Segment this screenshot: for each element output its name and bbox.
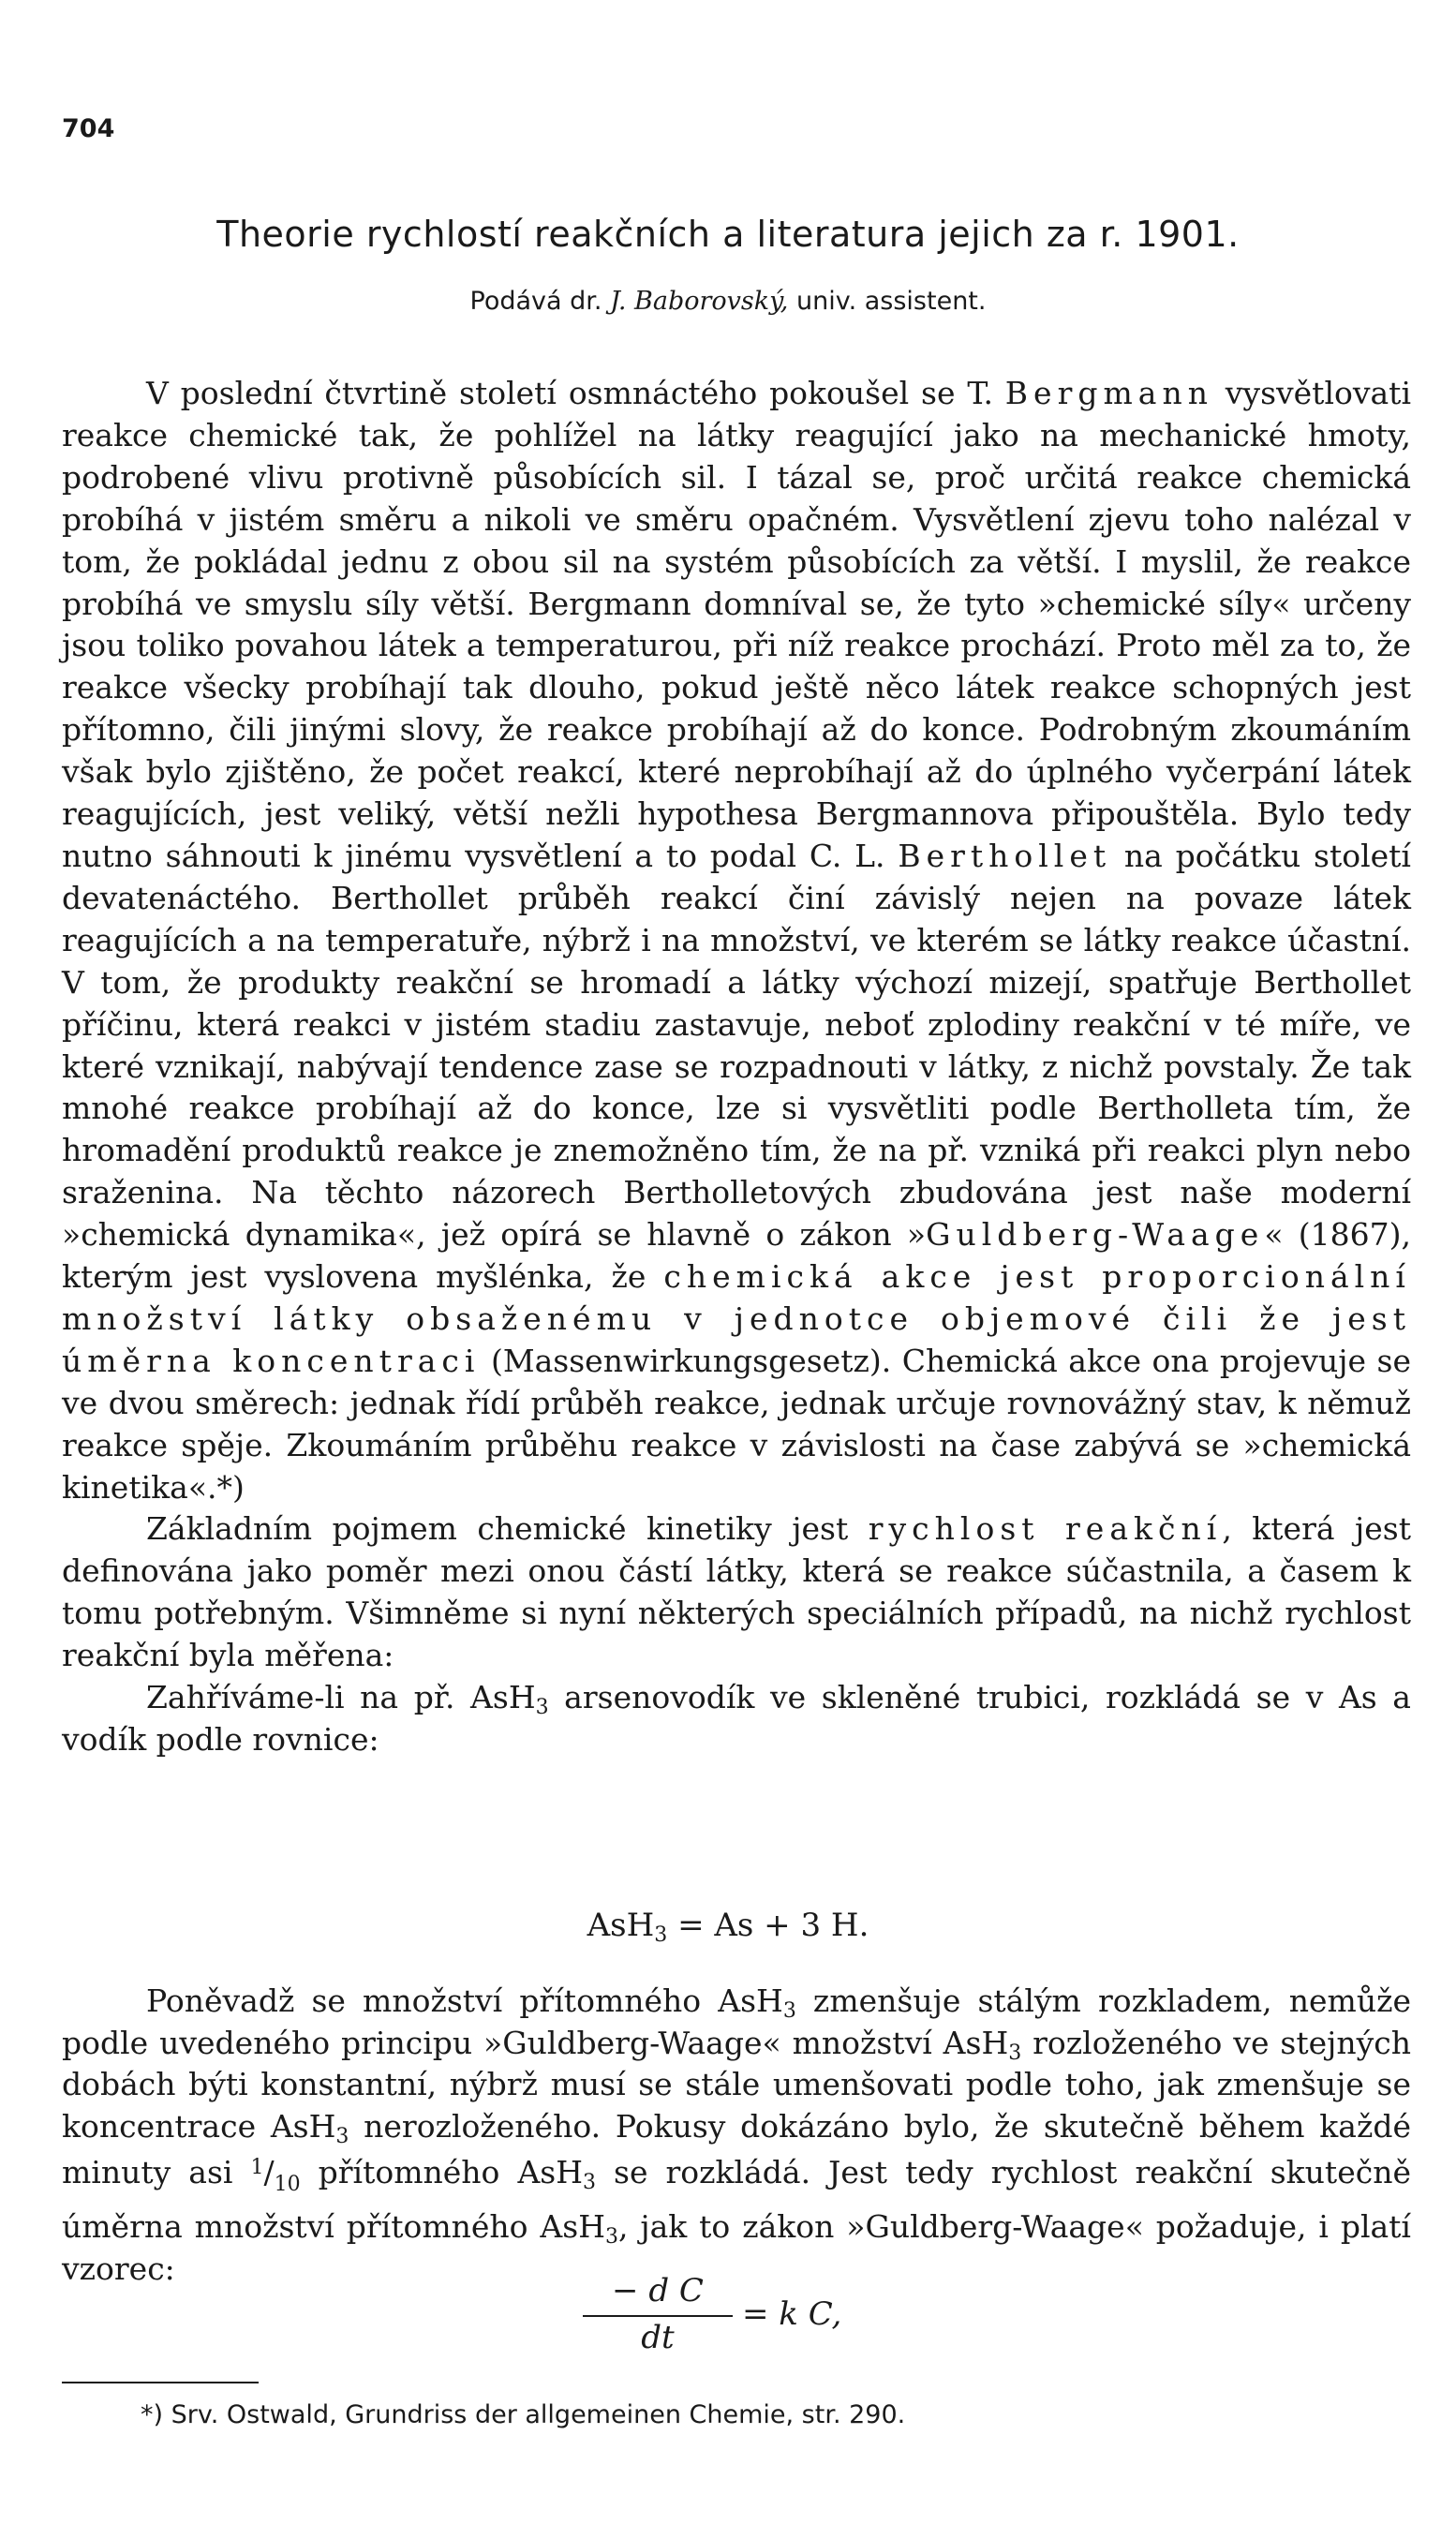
para4-sub-e: 3	[583, 2171, 596, 2195]
para1-text-2: vysvětlovati reakce chemické tak, že pohlížel na látky reagující jako na mechanické hmoty, podrobené vlivu protivně působících sil. I tázal se, proč určitá reakce chemická probíhá v jistém směru a nikoli ve směru opačném. Vysvětlení zjevu toho nalézal v tom, že pokládal jednu z obou sil na systém působících za větší. I myslil, že reakce probíhá ve smyslu síly větší. Bergmann domníval se, že tyto »chemické síly« určeny jsou toliko povahou látek a temperaturou, při níž reakce prochází. Proto měl za to, že reakce všecky probíhají tak dlouho, pokud ještě něco látek reakce schopných jest přítomno, čili jinými slovy, že reakce probíhají až do konce. Podrobným zkoumáním však bylo zjištěno, že počet reakcí, které neprobíhají až do úplného vyčerpání látek reagujících, jest veliký, větší nežli hypothesa Bergmannova připouštěla. Bylo tedy nutno sáhnouti k jinému vysvětlení a to podal C. L.	[62, 375, 1411, 874]
fraction-numerator: 1	[250, 2156, 264, 2180]
byline-suffix: univ. assistent.	[795, 287, 987, 316]
para4-text-a: Poněvadž se množství přítomného AsH	[146, 1982, 783, 2019]
equation-rate-law	[572, 2272, 965, 2356]
article-title: Theorie rychlostí reakčních a literatura jejich za r. 1901.	[216, 214, 1240, 255]
rate-law-denominator: dt	[641, 2319, 675, 2356]
paragraph-1	[62, 373, 1411, 1508]
equation-decomposition	[0, 1907, 1456, 1947]
byline	[0, 287, 1456, 316]
para4-sub-c: 3	[335, 2124, 349, 2148]
para1-name-bergmann: Bergmann	[1004, 375, 1213, 411]
para1-text-1: V poslední čtvrtině století osmnáctého pokoušel se T.	[146, 375, 1005, 411]
paragraph-2	[62, 1508, 1411, 1677]
para4-text-f: se rozkládá. Jest tedy rychlost reakční skutečně úměrna množství přítomného AsH	[62, 2154, 1411, 2245]
para4-sub-f: 3	[604, 2224, 618, 2249]
para2-text-1: Základním pojmem chemické kinetiky jest	[146, 1510, 869, 1548]
body-text-lower	[62, 1981, 1411, 2290]
equation1-rhs: = As + 3 H.	[667, 1907, 869, 1944]
para2-term-rate: rychlost reakční	[868, 1510, 1223, 1548]
footnote-rule	[62, 2382, 259, 2383]
para3-text-2: arsenovodík ve skleněné trubici, rozkládá se v As a vodík podle rovnice:	[62, 1679, 1411, 1758]
para2-text-2: , která jest definována jako poměr mezi onou částí látky, která se reakce súčastnila, a časem k tomu potřebným. Všimněme si nyní některých speciálních případů, na nichž rychlost reakční byla měřena:	[62, 1510, 1411, 1674]
byline-prefix: Podává dr.	[469, 287, 602, 316]
para1-text-3: na počátku století devatenáctého. Berthollet průběh reakcí činí závislý nejen na povaze látek reagujících a na temperatuře, nýbrž i na množství, ve kterém se látky reakce účastní. V tom, že produkty reakční se hromadí a látky výchozí mizejí, spatřuje Berthollet příčinu, která reakci v jistém stadiu zastavuje, neboť zplodiny reakční v té míře, ve které vznikají, nabývají tendence zase se rozpadnouti v látky, z nichž povstaly. Že tak mnohé reakce probíhají až do konce, lze si vysvětliti podle Bertholleta tím, že hromadění produktů reakce je znemožněno tím, že na př. vzniká při reakci plyn nebo sraženina. Na těchto názorech Bertholletových zbudována jest naše moderní »chemická dynamika«, jež opírá se hlavně o zákon »	[62, 837, 1411, 1254]
equation1-lhs: AsH	[587, 1907, 655, 1944]
fraction-bar	[583, 2315, 733, 2317]
para1-name-berthollet: Berthollet	[898, 837, 1112, 874]
paragraph-3	[62, 1677, 1411, 1761]
para4-text-b: zmenšuje stálým rozkladem, nemůže podle uvedeného principu »Guldberg-Waage« množství AsH	[62, 1982, 1411, 2061]
rate-law-numerator: − d C	[612, 2272, 704, 2309]
footnote: *) Srv. Ostwald, Grundriss der allgemeinen Chemie, str. 290.	[141, 2400, 906, 2429]
para1-name-guldberg-waage: Guldberg-Waage	[926, 1216, 1265, 1254]
fraction-denominator: 10	[274, 2173, 301, 2197]
para4-sub-b: 3	[1008, 2041, 1022, 2065]
body-text-upper	[62, 373, 1411, 1761]
para1-text-4: « (1867), kterým jest vyslovena myšlénka, že	[62, 1216, 1412, 1296]
para3-subscript: 3	[535, 1696, 549, 1720]
equation1-subscript: 3	[654, 1923, 668, 1947]
para1-text-5: (Massenwirkungsgesetz). Chemická akce ona projevuje se ve dvou směrech: jednak řídí průběh reakce, jednak určuje rovnovážný stav, k němuž reakce spěje. Zkoumáním průběhu reakce v závislosti na čase zabývá se »chemická kinetika«.*)	[62, 1342, 1411, 1506]
para4-text-d: nerozloženého. Pokusy dokázáno bylo, že skutečně během každé minuty asi	[62, 2107, 1412, 2191]
rate-law-rhs: = k C,	[742, 2295, 842, 2333]
para4-sub-a: 3	[782, 1999, 796, 2023]
para4-text-e: přítomného AsH	[300, 2154, 583, 2191]
para1-law-statement: chemická akce jest proporcionální množství látky obsaženému v jednotce objemové čili že jest úměrna koncentraci	[62, 1258, 1411, 1379]
page-number: 704	[62, 114, 115, 143]
byline-author: J. Baborovský,	[610, 287, 789, 316]
para4-text-c: rozloženého ve stejných dobách býti konstantní, nýbrž musí se stále umenšovati podle toho, jak zmenšuje se koncentrace AsH	[62, 2024, 1411, 2145]
para4-text-g: , jak to zákon »Guldberg-Waage« požaduje, i platí vzorec:	[62, 2207, 1411, 2287]
para3-text-1: Zahříváme-li na př. AsH	[146, 1679, 536, 1716]
paragraph-4: Poněvadž se množství přítomného AsH$_3$ zmenšuje stálým rozkladem, nemůže podle uvedeného principu »Guldberg-Waage« množství AsH$_3$ rozloženého ve stejných dobách býti konstantní, nýbrž musí se stále umenšovati podle toho, jak zmenšuje se koncentrace AsH$_3$ nerozloženého. Pokusy dokázáno bylo, že skutečně během každé minuty asi $^1/_{10}$ přítomného AsH$_3$ se rozkládá. Jest tedy rychlost reakční skutečně úměrna množství přítomného AsH$_3$, jak to zákon »Guldberg-Waage« požaduje, i platí vzorec:	[62, 1982, 1412, 2287]
